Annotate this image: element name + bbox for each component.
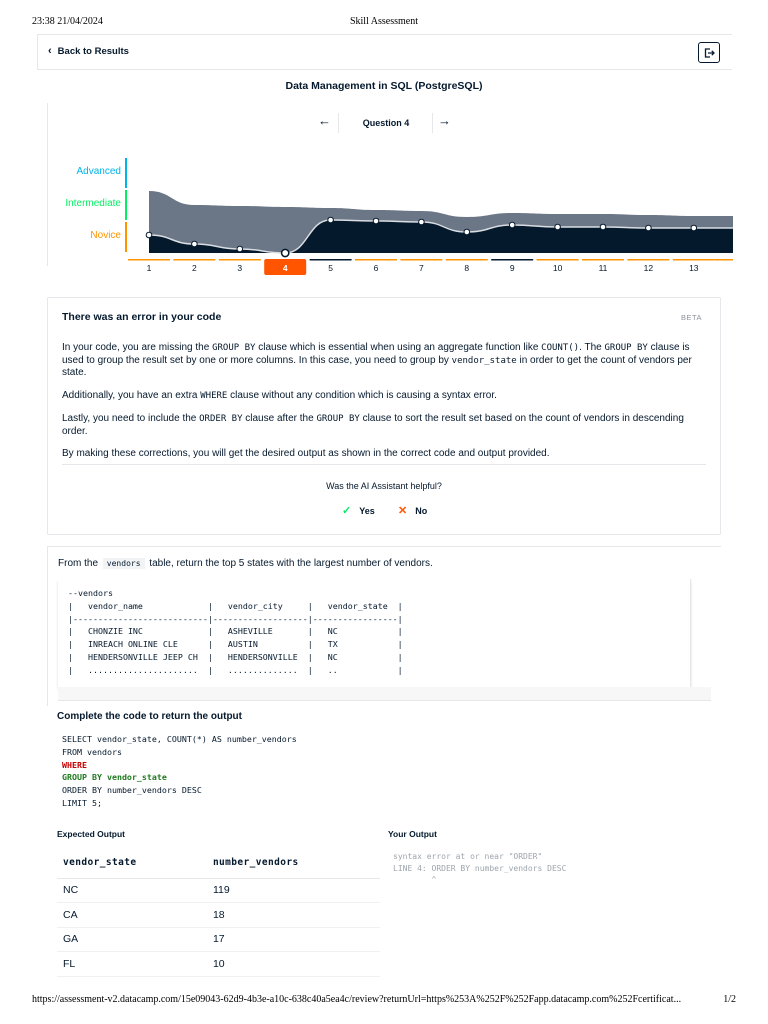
- code-line-added: GROUP BY vendor_state: [62, 772, 167, 783]
- course-title: Data Management in SQL (PostgreSQL): [285, 80, 483, 92]
- question-tick-label[interactable]: 3: [237, 263, 243, 273]
- question-tick-label[interactable]: 13: [689, 263, 699, 273]
- inline-code: ORDER BY: [199, 414, 243, 424]
- score-point[interactable]: [146, 232, 152, 238]
- question-card: [47, 546, 721, 706]
- inline-code: GROUP BY: [604, 343, 648, 353]
- score-point[interactable]: [555, 224, 561, 230]
- divider: [62, 464, 706, 465]
- feedback-no-label: No: [415, 505, 428, 516]
- level-advanced: Advanced: [76, 166, 121, 177]
- score-point[interactable]: [192, 241, 198, 247]
- level-novice: Novice: [90, 230, 121, 241]
- text: clause is used to group the result set by one or more columns. In this case, you need to group by: [62, 342, 690, 366]
- ai-error-card: [47, 297, 721, 535]
- print-footer: [32, 994, 736, 1008]
- text: Additionally, you have an extra: [62, 389, 201, 401]
- schema-text: --vendors | vendor_name | vendor_city | vendor_state | |---------------------------|-------------------|-----------------| | CHONZIE INC | ASHEVILLE | NC | | INREACH ONLINE CLE | AUSTIN | TX | | HENDERSONVILLE JEEP CH | HENDERSONVILLE | NC | | ...................... | .............. | .. |: [68, 588, 403, 675]
- code-line: ORDER BY number_vendors DESC: [62, 785, 202, 796]
- arrow-left-icon[interactable]: ←: [318, 113, 331, 128]
- top-bar: [37, 34, 732, 70]
- table-header-row: [57, 848, 380, 878]
- code-line-removed: WHERE: [62, 759, 87, 770]
- table-cell: CA: [57, 903, 207, 928]
- back-to-results-label: Back to Results: [57, 45, 129, 57]
- question-strip-segment: [446, 259, 488, 261]
- score-point[interactable]: [282, 249, 289, 256]
- question-tick-label[interactable]: 7: [419, 263, 424, 273]
- beta-badge: BETA: [680, 313, 702, 322]
- question-tick-label[interactable]: 8: [464, 263, 470, 273]
- print-page-title: Skill Assessment: [349, 16, 419, 27]
- table-row: [57, 927, 380, 952]
- complete-code-title: Complete the code to return the output: [57, 711, 242, 722]
- code-block: [62, 733, 297, 810]
- inline-code: vendor_state: [451, 355, 517, 366]
- error-paragraph: By making these corrections, you will get the desired output as shown in the correct code and output provided.: [62, 448, 550, 459]
- your-output-title: Your Output: [388, 829, 437, 839]
- expected-output-title: Expected Output: [57, 829, 126, 839]
- question-tick-label[interactable]: 11: [598, 263, 608, 273]
- level-intermediate: Intermediate: [65, 198, 121, 209]
- your-output-text: syntax error at or near "ORDER" LINE 4: ORDER BY number_vendors DESC ^: [393, 852, 567, 884]
- question-tick-label[interactable]: 9: [509, 263, 515, 273]
- table-cell: 18: [207, 903, 380, 928]
- question-strip-segment: [537, 259, 579, 261]
- question-strip-segment: [582, 259, 624, 261]
- inline-code: COUNT(): [541, 343, 580, 353]
- exit-icon: [703, 47, 715, 59]
- check-icon: ✓: [342, 505, 352, 517]
- score-point[interactable]: [419, 219, 425, 225]
- score-point[interactable]: [691, 225, 697, 231]
- print-url: https://assessment-v2.datacamp.com/15e09043-62d9-4b3e-a10c-638c40a5ea4c/review?returnUrl=https%253A%252F%252Fapp.datacamp.com%252Fcertificat...: [32, 994, 682, 1005]
- score-point[interactable]: [646, 225, 652, 231]
- table-row: [57, 952, 380, 977]
- exit-button[interactable]: [698, 42, 720, 63]
- question-tick-label[interactable]: 1: [146, 263, 152, 273]
- question-tick-label[interactable]: 12: [643, 263, 654, 273]
- score-point[interactable]: [237, 246, 243, 252]
- inline-code: WHERE: [200, 390, 228, 401]
- text: From the: [58, 558, 99, 569]
- question-tick-label[interactable]: 4: [282, 263, 288, 273]
- text: clause which is essential when using an aggregate function like: [255, 342, 542, 353]
- question-tick-label[interactable]: 6: [373, 263, 379, 273]
- inline-code: GROUP BY: [316, 414, 360, 424]
- error-paragraph: [62, 413, 707, 437]
- code-line: SELECT vendor_state, COUNT(*) AS number_vendors: [62, 734, 297, 744]
- column-header: vendor_state: [57, 848, 207, 878]
- question-strip-segment: [310, 259, 352, 261]
- back-to-results-link[interactable]: [48, 45, 129, 57]
- arrow-right-icon[interactable]: →: [438, 113, 451, 128]
- question-label: Question 4: [362, 118, 410, 128]
- score-point[interactable]: [600, 224, 606, 230]
- code-line: FROM vendors: [62, 746, 122, 757]
- question-strip-segment: [673, 259, 715, 261]
- score-point[interactable]: [328, 217, 334, 223]
- question-strip-segment: [627, 259, 669, 261]
- performance-chart: [48, 103, 733, 273]
- text: In your code, you are missing the: [62, 342, 213, 353]
- question-prompt: [58, 558, 433, 569]
- table-row: [57, 878, 380, 903]
- score-point[interactable]: [509, 222, 515, 228]
- table-cell: GA: [57, 927, 207, 952]
- table-cell: 119: [207, 878, 380, 903]
- error-paragraph: [62, 390, 707, 403]
- error-explanation: [62, 342, 707, 471]
- text: Lastly, you need to include the: [62, 413, 200, 424]
- question-strip-segment: [128, 259, 170, 261]
- text: clause to sort the result set based on the count of vendors in descending order.: [62, 413, 684, 437]
- inline-code: GROUP BY: [212, 343, 256, 353]
- question-strip-segment: [173, 259, 215, 261]
- expected-output-table: [57, 848, 380, 977]
- question-strip-segment: [355, 259, 397, 261]
- table-cell: 10: [207, 952, 380, 977]
- table-row: [57, 903, 380, 928]
- table-name-code: vendors: [103, 558, 145, 569]
- schema-preview: [58, 579, 691, 687]
- x-icon: ✕: [398, 505, 408, 517]
- text: table, return the top 5 states with the largest number of vendors.: [149, 558, 433, 569]
- error-title: There was an error in your code: [62, 311, 222, 323]
- error-paragraph: [62, 342, 707, 379]
- question-tick-label[interactable]: 2: [192, 263, 197, 273]
- feedback-yes-button[interactable]: [342, 504, 375, 517]
- question-strip-segment: [400, 259, 442, 261]
- feedback-yes-label: Yes: [359, 505, 375, 516]
- table-cell: NC: [57, 878, 207, 903]
- table-cell: 17: [207, 927, 380, 952]
- text: clause without any condition which is causing a syntax error.: [227, 389, 497, 401]
- question-tick-label[interactable]: 5: [328, 263, 333, 273]
- chevron-left-icon: ‹: [48, 45, 52, 57]
- code-line: LIMIT 5;: [62, 797, 102, 808]
- schema-footer: [58, 687, 711, 701]
- print-timestamp: 23:38 21/04/2024: [32, 16, 103, 27]
- text: . The: [579, 342, 605, 353]
- question-strip-segment: [491, 259, 533, 261]
- table-cell: FL: [57, 952, 207, 977]
- column-header: number_vendors: [207, 848, 380, 878]
- print-page-number: 1/2: [723, 994, 736, 1005]
- print-header: [32, 16, 736, 30]
- performance-chart-card: [47, 103, 732, 273]
- score-point[interactable]: [464, 229, 470, 235]
- question-strip-segment: [715, 259, 733, 261]
- score-point[interactable]: [373, 218, 379, 224]
- question-tick-label[interactable]: 10: [552, 263, 563, 273]
- text: in order to get the count of vendors per state.: [62, 354, 692, 378]
- helpful-question: Was the AI Assistant helpful?: [326, 481, 442, 491]
- text: clause after the: [242, 413, 317, 424]
- feedback-no-button[interactable]: [398, 504, 427, 517]
- question-strip-segment: [219, 259, 261, 261]
